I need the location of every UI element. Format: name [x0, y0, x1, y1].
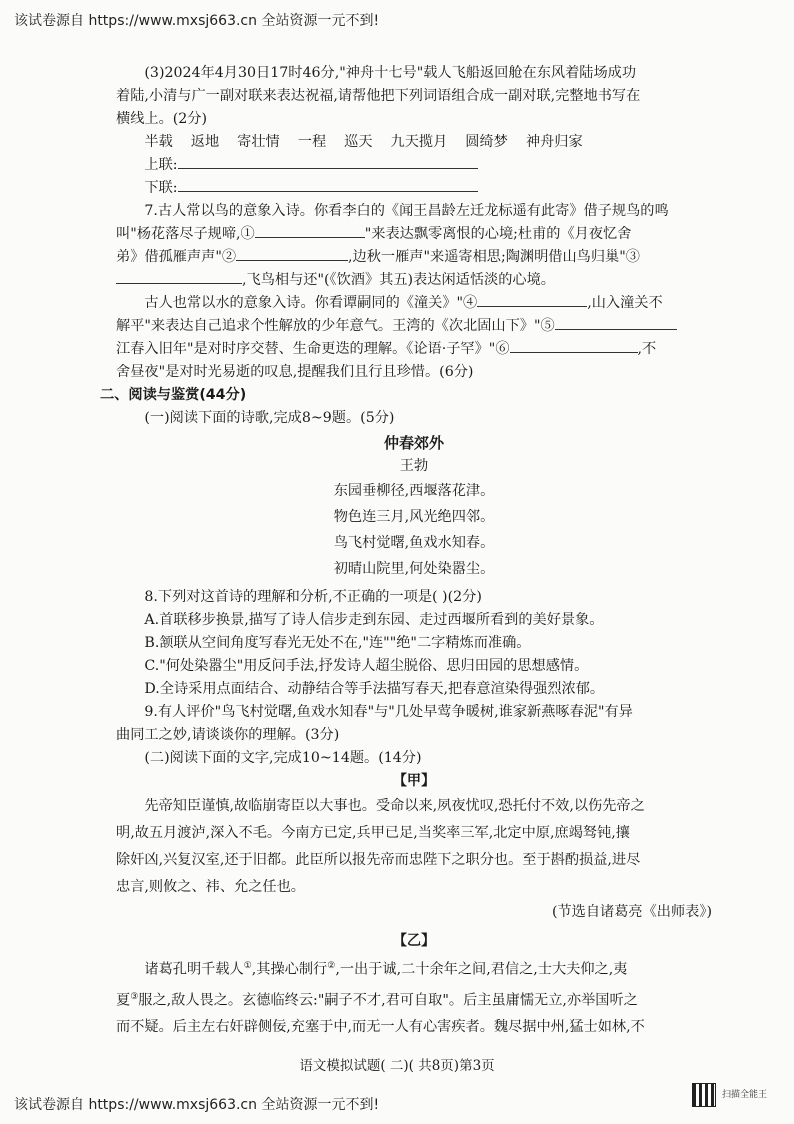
q8-option-c: C."何处染嚣尘"用反问手法,抒发诗人超尘脱俗、思归田园的思想感情。: [144, 658, 589, 674]
q6-text-1: (3)2024年4月30日17时46分,"神舟十七号"载人飞船返回舱在东风着陆场成功: [144, 65, 637, 81]
page-footer: 语文模拟试题( 二)( 共8页)第3页: [299, 1058, 495, 1074]
q6-option: 返地: [190, 134, 220, 150]
q6-option: 寄壮情: [237, 134, 280, 150]
q7-text: 叫"杨花落尽子规啼,①: [116, 226, 255, 242]
watermark-bottom: 该试卷源自 https://www.mxsj663.cn 全站资源一元不到!: [14, 1097, 380, 1113]
footnote-marker: ②: [327, 961, 336, 971]
q7-line-1: 7.古人常以鸟的意象入诗。你看李白的《闻王昌龄左迁龙标遥有此寄》借子规鸟的鸣: [144, 203, 669, 219]
passage-jia-line: 先帝知臣谨慎,故临崩寄臣以大事也。受命以来,夙夜忧叹,恐托付不效,以伤先帝之: [144, 798, 645, 814]
passage-yi-line: [116, 984, 712, 1015]
upper-couplet-blank[interactable]: [178, 154, 478, 169]
q7-text: ,边秋一雁声"来遥寄相思;陶渊明借山鸟归巢"③: [348, 249, 640, 265]
answer-blank-5[interactable]: [555, 315, 677, 330]
q7-text: ,不: [637, 341, 657, 357]
q7-text: 解平"来表达自己追求个性解放的少年意气。王湾的《次北固山下》"⑤: [116, 318, 555, 334]
footnote-marker: ①: [243, 961, 252, 971]
footnote-marker: ③: [130, 991, 139, 1002]
q8-option-d: D.全诗采用点面结合、动静结合等手法描写春天,把春意渲染得强烈浓郁。: [144, 681, 605, 697]
passage-jia-line: 除奸凶,兴复汉室,还于旧都。此臣所以报先帝而忠陛下之职分也。至于斟酌损益,进尽: [116, 852, 641, 868]
scanner-badge: [692, 1083, 767, 1107]
poem-author: 王勃: [399, 458, 429, 474]
lower-couplet-blank[interactable]: [178, 177, 478, 192]
poem-line: 东园垂柳径,西堰落花津。: [333, 483, 495, 499]
q6-text-2: 着陆,小清与广一副对联来表达祝福,请帮他把下列词语组合成一副对联,完整地书写在: [116, 88, 641, 104]
q9-line-2: 曲同工之妙,请谈谈你的理解。(3分): [116, 727, 340, 743]
scan-logo-text: 扫描全能王: [722, 1089, 768, 1100]
q6-option: 神舟归家: [525, 134, 583, 150]
q7-text: 江春入旧年"是对时序交替、生命更迭的理解。《论语·子罕》"⑥: [116, 341, 510, 357]
qr-code-icon: [692, 1083, 716, 1107]
q7-line-4: [116, 269, 712, 292]
passage-jia-source: (节选自诸葛亮《出师表》): [551, 904, 712, 920]
passage-yi-label: 【乙】: [392, 933, 436, 949]
lower-couplet-label: 下联:: [144, 180, 178, 196]
answer-blank-6[interactable]: [510, 338, 638, 353]
passage-jia: [116, 793, 712, 901]
q7-line-2: [116, 223, 712, 246]
passage-text: 诸葛孔明千载人: [144, 961, 244, 978]
answer-blank-4[interactable]: [477, 292, 587, 307]
passage-jia-label: 【甲】: [392, 773, 436, 789]
passage-text: 夏: [116, 992, 131, 1009]
exam-page: [100, 62, 712, 1041]
answer-blank-2[interactable]: [236, 246, 348, 261]
q6-option: 巡天: [344, 134, 373, 150]
q7-line-8: 舍昼夜"是对时光易逝的叹息,提醒我们且行且珍惜。(6分): [116, 364, 474, 380]
q7-line-6: [116, 315, 712, 338]
q6-option: 圆绮梦: [465, 134, 508, 150]
poem-title: 仲春郊外: [383, 434, 444, 452]
poem-line: 鸟飞村觉曙,鱼戏水知春。: [333, 535, 495, 551]
poem-line: 初晴山院里,何处染嚣尘。: [333, 561, 495, 577]
q8-option-b: B.颔联从空间角度写春光无处不在,"连""绝"二字精炼而准确。: [144, 635, 531, 651]
watermark-top: 该试卷源自 https://www.mxsj663.cn 全站资源一元不到!: [14, 13, 380, 29]
q7-text: ,飞鸟相与还"(《饮酒》其五)表达闲适恬淡的心境。: [242, 272, 555, 288]
q6-option: 一程: [297, 134, 327, 150]
q6-word-options: [116, 131, 712, 154]
q7-text: 弟》借孤雁声声"②: [116, 249, 237, 265]
section-heading: 二、阅读与鉴赏(44分): [100, 387, 247, 403]
passage-yi: [116, 953, 712, 1041]
q6-option: 九天揽月: [390, 134, 448, 150]
passage-text: 服之,敌人畏之。玄德临终云:"嗣子不才,君可自取"。后主虽庸懦无立,亦举国听之: [138, 992, 638, 1009]
q6-text-3: 横线上。(2分): [116, 111, 208, 127]
passage-text: ,一出于诚,二十余年之间,君信之,士大夫仰之,夷: [335, 961, 628, 978]
q7-line-5: [116, 292, 712, 315]
upper-couplet-label: 上联:: [144, 157, 178, 173]
passage-yi-line: 而不疑。后主左右奸辟侧佞,充塞于中,而无一人有心害疾者。魏尽据中州,猛士如林,不: [116, 1019, 645, 1036]
passage-jia-line: 忠言,则攸之、祎、允之任也。: [116, 879, 305, 895]
part-1-intro: (一)阅读下面的诗歌,完成8~9题。(5分): [144, 410, 395, 426]
q6-upper-line: [116, 154, 712, 177]
part-2-intro: (二)阅读下面的文字,完成10~14题。(14分): [144, 750, 422, 766]
poem-line: 物色连三月,风光绝四邻。: [333, 509, 495, 525]
passage-text: ,其操心制行: [251, 961, 328, 978]
answer-blank-1[interactable]: [255, 223, 365, 238]
q9-line-1: 9.有人评价"鸟飞村觉曙,鱼戏水知春"与"几处早莺争暖树,谁家新燕啄春泥"有异: [144, 704, 633, 720]
q8-option-a: A.首联移步换景,描写了诗人信步走到东园、走过西堰所看到的美好景象。: [144, 612, 604, 628]
q7-text: "来表达飘零离恨的心境;杜甫的《月夜忆舍: [364, 226, 632, 242]
passage-yi-line: [116, 953, 712, 984]
q7-text: 古人也常以水的意象入诗。你看谭嗣同的《潼关》"④: [144, 295, 478, 311]
q7-line-7: [116, 338, 712, 361]
q8-stem: 8.下列对这首诗的理解和分析,不正确的一项是( )(2分): [144, 589, 482, 605]
q7-line-3: [116, 246, 712, 269]
q6-option: 半载: [144, 134, 173, 150]
passage-jia-line: 明,故五月渡泸,深入不毛。今南方已定,兵甲已足,当奖率三军,北定中原,庶竭驽钝,攘: [116, 825, 630, 841]
q6-lower-line: [116, 177, 712, 200]
answer-blank-3[interactable]: [116, 269, 242, 284]
q7-text: ,山入潼关不: [587, 295, 663, 311]
